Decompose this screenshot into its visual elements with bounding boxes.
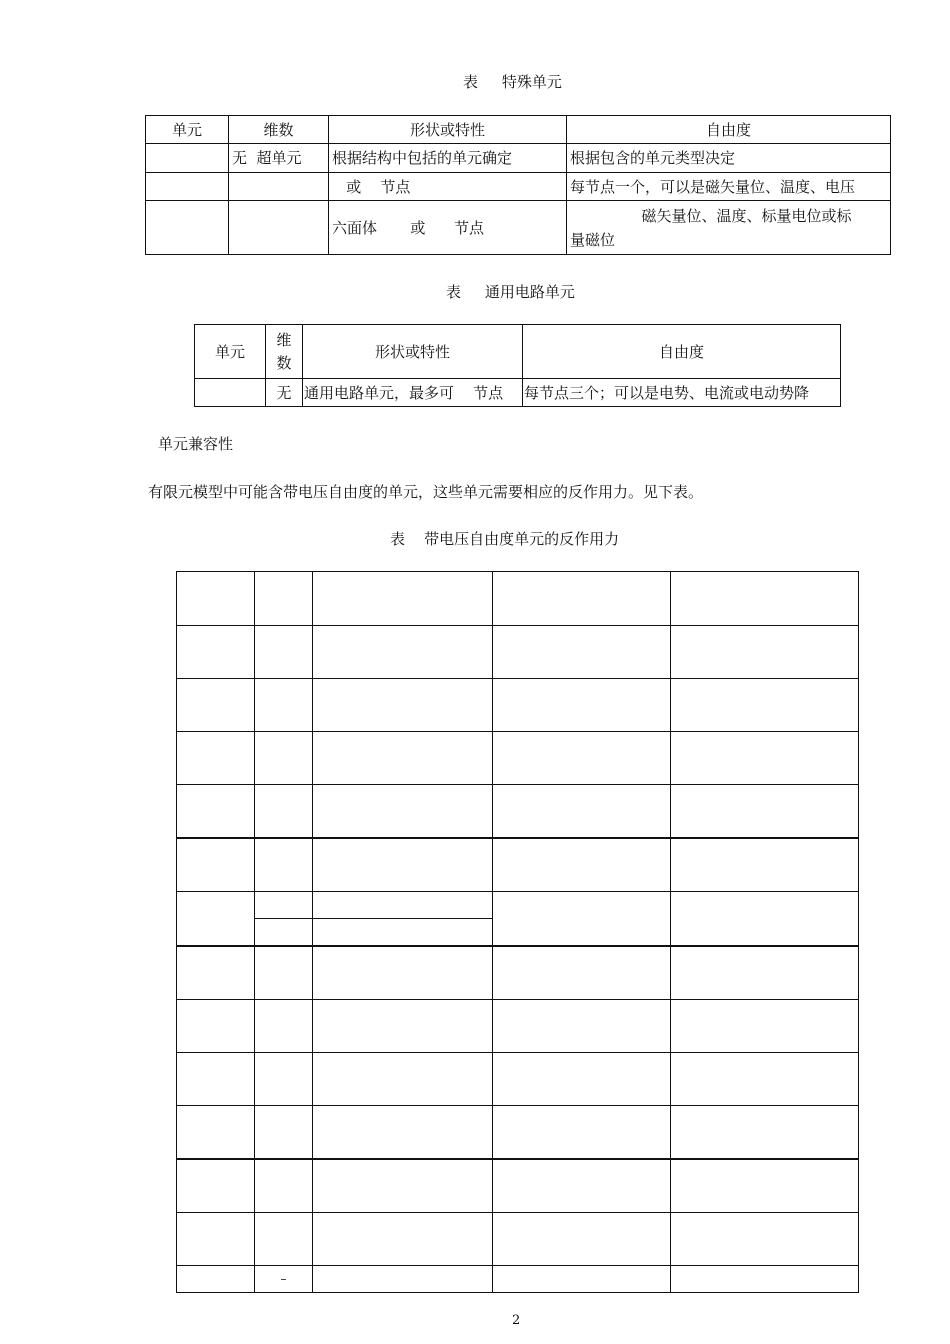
page-number: 2 [512, 1313, 521, 1328]
table-cell [493, 1106, 671, 1159]
table-cell [255, 1000, 313, 1053]
table-cell: – [255, 1266, 313, 1293]
header-cell: 维 数 [266, 325, 303, 379]
reaction-force-table [176, 571, 859, 1293]
table-cell [146, 144, 229, 173]
table-header-row [195, 325, 841, 379]
table-cell [177, 1053, 255, 1106]
table-cell [313, 1000, 493, 1053]
table-cell [493, 1159, 671, 1213]
table-cell [671, 892, 859, 946]
table-cell [493, 1053, 671, 1106]
table3-caption: 表 带电压自由度单元的反作用力 [390, 530, 620, 548]
table-cell [671, 946, 859, 1000]
table-cell [313, 1106, 493, 1159]
special-elements-table [145, 115, 891, 255]
table-cell [177, 838, 255, 892]
table-cell [177, 1213, 255, 1266]
table-cell [493, 785, 671, 838]
table-cell [671, 1000, 859, 1053]
table-cell [229, 173, 329, 201]
table-cell [671, 838, 859, 892]
table-cell [313, 626, 493, 679]
table-row [146, 201, 891, 255]
table-cell [255, 892, 313, 919]
table-cell [493, 838, 671, 892]
table-cell [195, 379, 266, 407]
table-cell [313, 1053, 493, 1106]
table-cell [671, 1106, 859, 1159]
table-row [177, 732, 859, 785]
table-cell [493, 572, 671, 626]
table-cell [177, 679, 255, 732]
table-cell [313, 946, 493, 1000]
table-cell [177, 626, 255, 679]
table-cell [313, 1213, 493, 1266]
table-row [177, 1000, 859, 1053]
table-cell [177, 1159, 255, 1213]
table-cell [493, 1000, 671, 1053]
table-cell [313, 1266, 493, 1293]
table-cell [671, 679, 859, 732]
table-cell [671, 572, 859, 626]
circuit-elements-table [194, 324, 841, 407]
table-row [177, 1159, 859, 1213]
table-row [177, 1266, 859, 1293]
table-cell: 每节点一个，可以是磁矢量位、温度、电压 [567, 173, 891, 201]
table-row [177, 1106, 859, 1159]
table-cell [177, 892, 255, 946]
table-cell: 每节点三个；可以是电势、电流或电动势降 [523, 379, 841, 407]
table-cell [255, 679, 313, 732]
table-cell [493, 892, 671, 946]
table-cell [493, 946, 671, 1000]
table-cell: 根据包含的单元类型决定 [567, 144, 891, 173]
table-cell [255, 626, 313, 679]
table-row [177, 572, 859, 626]
table-header-row [146, 116, 891, 144]
table-cell: 磁矢量位、温度、标量电位或标 量磁位 [567, 201, 891, 255]
table-row [177, 946, 859, 1000]
header-cell: 形状或特性 [329, 116, 567, 144]
table-cell [255, 732, 313, 785]
header-cell: 形状或特性 [303, 325, 523, 379]
table-cell [493, 679, 671, 732]
table-cell [255, 1053, 313, 1106]
table-cell: 无 [266, 379, 303, 407]
table-row [177, 785, 859, 838]
table-cell [671, 1159, 859, 1213]
table-cell [313, 785, 493, 838]
table-cell [255, 919, 313, 946]
table-row [177, 838, 859, 892]
table-cell [313, 919, 493, 946]
table-cell [671, 732, 859, 785]
table-cell [255, 1213, 313, 1266]
table-cell [313, 679, 493, 732]
table-cell [671, 1053, 859, 1106]
table-cell [313, 732, 493, 785]
table1-caption: 表 特殊单元 [463, 73, 562, 91]
table-cell [671, 626, 859, 679]
table-cell: 根据结构中包括的单元确定 [329, 144, 567, 173]
table-cell [313, 892, 493, 919]
table-row [177, 1213, 859, 1266]
table-row [177, 679, 859, 732]
table-cell [177, 1000, 255, 1053]
table2-caption: 表 通用电路单元 [446, 283, 575, 301]
table-cell [671, 1266, 859, 1293]
table-cell: 六面体 或 节点 [329, 201, 567, 255]
table-cell [255, 838, 313, 892]
table-cell: 或 节点 [329, 173, 567, 201]
table-cell [313, 838, 493, 892]
table-row [177, 892, 859, 919]
section-heading: 单元兼容性 [158, 435, 234, 453]
table-row [195, 379, 841, 407]
table-cell [146, 173, 229, 201]
table-cell [493, 1213, 671, 1266]
header-cell: 单元 [146, 116, 229, 144]
table-cell [229, 201, 329, 255]
table-cell [255, 946, 313, 1000]
body-paragraph: 有限元模型中可能含带电压自由度的单元，这些单元需要相应的反作用力。见下表。 [148, 483, 704, 501]
header-cell: 自由度 [567, 116, 891, 144]
table-cell [177, 1106, 255, 1159]
table-cell [177, 572, 255, 626]
table-cell: 通用电路单元，最多可 节点 [303, 379, 523, 407]
table-row [146, 173, 891, 201]
table-cell [177, 946, 255, 1000]
table-cell [493, 1266, 671, 1293]
table-cell [177, 785, 255, 838]
table-cell [671, 785, 859, 838]
table-cell [255, 785, 313, 838]
table-cell [493, 626, 671, 679]
table-cell [255, 572, 313, 626]
table-cell [493, 732, 671, 785]
table-cell [177, 732, 255, 785]
table-cell [671, 1213, 859, 1266]
table-row [177, 626, 859, 679]
header-cell: 维数 [229, 116, 329, 144]
table-cell [177, 1266, 255, 1293]
table-cell [255, 1106, 313, 1159]
table-cell [313, 572, 493, 626]
header-cell: 单元 [195, 325, 266, 379]
table-row [177, 1053, 859, 1106]
table-cell: 无 超单元 [229, 144, 329, 173]
header-cell: 自由度 [523, 325, 841, 379]
table-row [146, 144, 891, 173]
table-cell [255, 1159, 313, 1213]
table-cell [313, 1159, 493, 1213]
table-cell [146, 201, 229, 255]
